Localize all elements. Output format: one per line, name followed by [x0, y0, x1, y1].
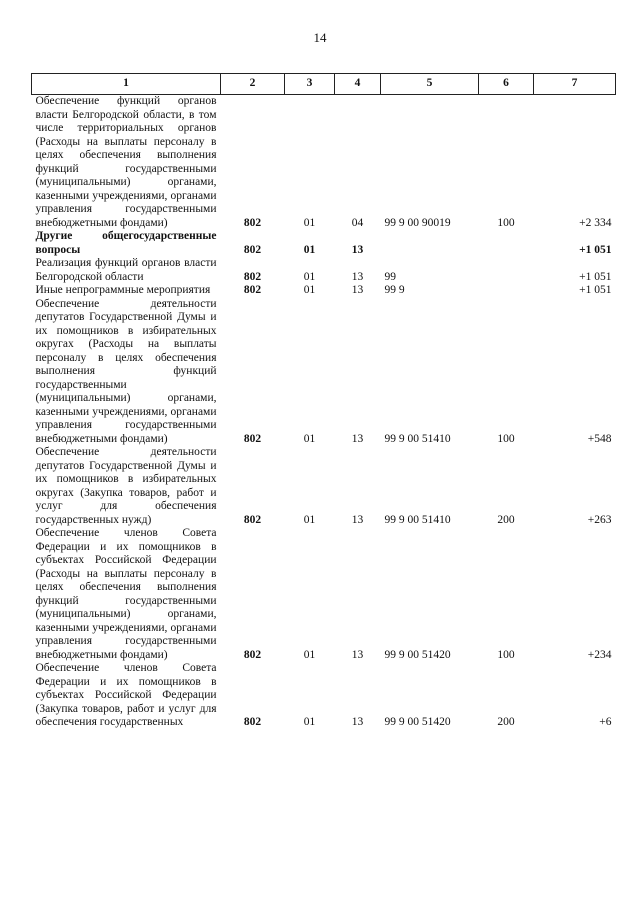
- header-col-2: 2: [221, 74, 285, 95]
- row-csr: 99: [384, 270, 396, 283]
- row-rz: 01: [303, 270, 316, 283]
- row-csr: 99 9 00 51420: [384, 716, 451, 728]
- row-vr: [479, 284, 534, 298]
- row-ved: 802: [243, 716, 262, 728]
- row-rz: 01: [303, 716, 316, 728]
- table-body: [32, 95, 616, 730]
- header-col-7: 7: [534, 74, 616, 95]
- row-sum: +2 334: [579, 216, 612, 229]
- row-sum: +234: [587, 648, 612, 661]
- row-name: Обеспечение членов Совета Федерации и их помощников в субъектах Российской Федерации (Расходы на выплаты персоналу в целях обеспечения выполнения функций государственными (муниципальными) органами, казенными учреждениями, органами управления государственными внебюджетными фондами): [35, 527, 217, 661]
- row-rz: 01: [303, 648, 316, 661]
- row-ved: 802: [243, 513, 262, 526]
- page-number: 14: [313, 30, 327, 45]
- row-name: Другие общегосударственные вопросы: [35, 230, 217, 256]
- header-col-4: 4: [335, 74, 381, 95]
- header-col-1: 1: [32, 74, 221, 95]
- row-sum: +6: [599, 716, 612, 728]
- row-vr: 200: [497, 513, 515, 526]
- row-ved: 802: [243, 284, 262, 296]
- row-pr: 04: [351, 216, 364, 229]
- row-ved: 802: [243, 243, 262, 256]
- row-rz: 01: [303, 243, 316, 256]
- table-row: [32, 230, 616, 257]
- row-pr: 13: [351, 284, 364, 296]
- row-ved: 802: [243, 216, 262, 229]
- budget-table: [31, 73, 616, 730]
- row-pr: 13: [351, 243, 364, 256]
- row-name: Обеспечение функций органов власти Белгородской области, в том числе территориальных органов (Расходы на выплаты персоналу в целях обеспечения выполнения функций государственными (муниципальными) органами, казенными учреждениями, органами управления государственными внебюджетными фондами): [35, 95, 217, 229]
- header-col-5: 5: [381, 74, 479, 95]
- row-name: Обеспечение членов Совета Федерации и их помощников в субъектах Российской Федерации (Закупка товаров, работ и услуг для обеспечения государственных: [35, 662, 217, 728]
- table-row: [32, 298, 616, 447]
- row-csr: 99 9 00 51410: [384, 513, 451, 526]
- row-csr: 99 9 00 90019: [384, 216, 451, 229]
- row-pr: 13: [351, 648, 364, 661]
- row-sum: +548: [587, 432, 612, 445]
- header-row: [32, 74, 616, 95]
- row-csr: 99 9 00 51410: [384, 432, 451, 445]
- row-csr: 99 9: [384, 284, 405, 296]
- row-ved: 802: [243, 270, 262, 283]
- table-header: [32, 74, 616, 95]
- row-vr: 100: [497, 648, 515, 661]
- header-col-6: 6: [479, 74, 534, 95]
- row-csr: 99 9 00 51420: [384, 648, 451, 661]
- row-sum: +263: [587, 513, 612, 526]
- row-rz: 01: [303, 284, 316, 296]
- row-pr: 13: [351, 432, 364, 445]
- row-sum: +1 051: [579, 270, 612, 283]
- row-rz: 01: [303, 432, 316, 445]
- table-row: [32, 527, 616, 662]
- table-row: [32, 662, 616, 730]
- row-sum: +1 051: [579, 243, 612, 256]
- row-pr: 13: [351, 270, 364, 283]
- table-row: [32, 95, 616, 231]
- row-vr: 100: [497, 216, 515, 229]
- row-rz: 01: [303, 513, 316, 526]
- row-ved: 802: [243, 648, 262, 661]
- row-name: Реализация функций органов власти Белгородской области: [35, 257, 217, 283]
- row-pr: 13: [351, 513, 364, 526]
- row-rz: 01: [303, 216, 316, 229]
- row-pr: 13: [351, 716, 364, 728]
- table-row: [32, 446, 616, 527]
- table-row: [32, 284, 616, 298]
- row-vr: [479, 257, 534, 284]
- row-vr: 200: [497, 716, 515, 728]
- row-vr: [479, 230, 534, 257]
- row-vr: 100: [497, 432, 515, 445]
- row-name: Обеспечение деятельности депутатов Государственной Думы и их помощников в избирательных округах (Расходы на выплаты персоналу в целях обеспечения выполнения функций государственными (муниципальными) органами, казенными учреждениями, органами управления государственными внебюджетными фондами): [35, 297, 217, 445]
- header-col-3: 3: [285, 74, 335, 95]
- row-csr: [381, 230, 479, 257]
- row-sum: +1 051: [579, 284, 612, 296]
- table-row: [32, 257, 616, 284]
- row-name: Иные непрограммные мероприятия: [35, 284, 211, 296]
- row-name: Обеспечение деятельности депутатов Государственной Думы и их помощников в избирательных округах (Закупка товаров, работ и услуг для обеспечения государственных нужд): [35, 446, 217, 526]
- row-ved: 802: [243, 432, 262, 445]
